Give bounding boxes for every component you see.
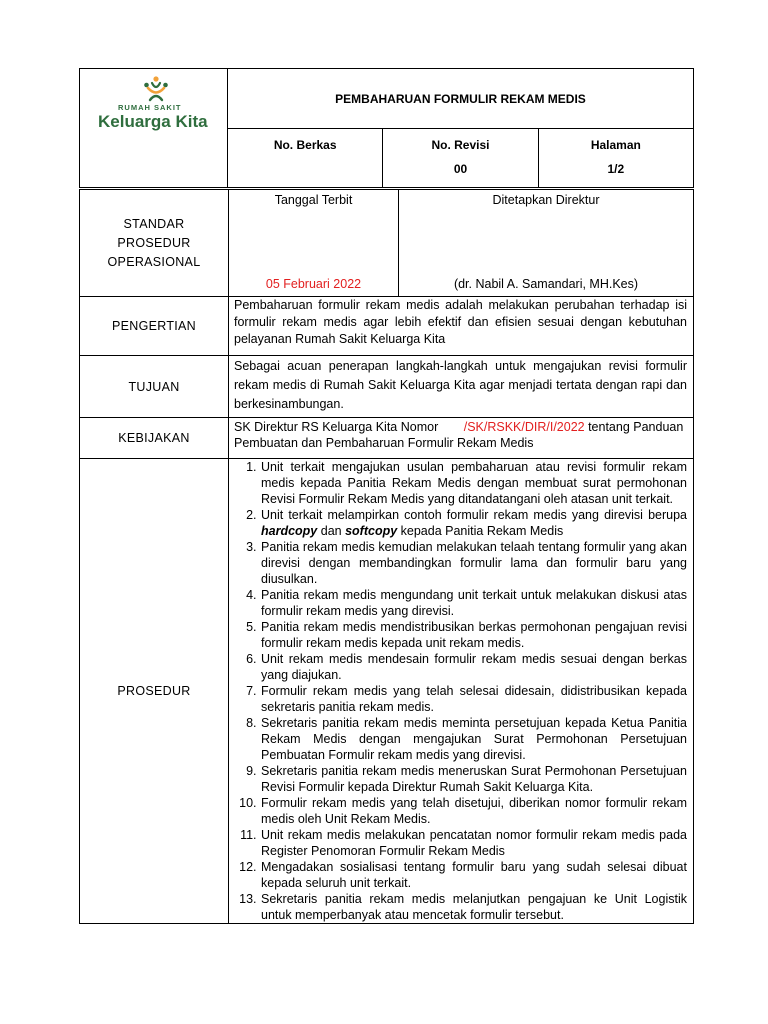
direktur-name: (dr. Nabil A. Samandari, MH.Kes) bbox=[453, 277, 639, 291]
tujuan-row bbox=[80, 356, 694, 418]
prosedur-steps bbox=[229, 459, 694, 924]
prosedur-step-11: 11. Unit rekam medis melakukan pencatatan nomor formulir rekam medis pada Register Penomoran Formulir Rekam Medis bbox=[260, 827, 687, 859]
tujuan-text: Sebagai acuan penerapan langkah-langkah untuk mengajukan revisi formulir rekam medis di Rumah Sakit Keluarga Kita agar menjadi tertata dengan rapi dan berkesinambungan. bbox=[229, 356, 694, 418]
logo-subtitle: RUMAH SAKIT bbox=[118, 103, 182, 112]
sop-label-line2: PROSEDUR bbox=[117, 235, 191, 250]
prosedur-step-7: 7. Formulir rekam medis yang telah selesai didesain, didistribusikan kepada sekretaris panitia rekam medis. bbox=[260, 683, 687, 715]
tanggal-terbit-cell bbox=[229, 190, 399, 296]
kebijakan-text bbox=[229, 418, 694, 459]
no-revisi-value: 00 bbox=[453, 162, 468, 176]
no-revisi-cell bbox=[383, 129, 538, 188]
prosedur-step-9: 9. Sekretaris panitia rekam medis meneruskan Surat Permohonan Persetujuan Revisi Formulir kepada Direktur Rumah Sakit Keluarga Kita. bbox=[260, 763, 687, 795]
family-logo-icon bbox=[142, 75, 170, 103]
kebijakan-text-after: tentang Panduan Pembuatan dan Pembaharuan Formulir Rekam Medis bbox=[234, 420, 684, 450]
step2-hardcopy: hardcopy bbox=[261, 524, 318, 538]
sop-label-line3: OPERASIONAL bbox=[107, 254, 201, 269]
pengertian-label: PENGERTIAN bbox=[80, 297, 229, 356]
pengertian-row bbox=[80, 297, 694, 356]
sop-info-cell bbox=[229, 190, 694, 297]
header-table bbox=[79, 68, 694, 188]
prosedur-step-2 bbox=[260, 507, 687, 539]
no-revisi-label: No. Revisi bbox=[431, 138, 490, 152]
prosedur-step-5: 5. Panitia rekam medis mendistribusikan berkas permohonan pengajuan revisi formulir rekam medis kepada unit rekam medis. bbox=[260, 619, 687, 651]
tujuan-label: TUJUAN bbox=[80, 356, 229, 418]
kebijakan-nomor: /SK/RSKK/DIR/I/2022 bbox=[463, 420, 585, 434]
kebijakan-label: KEBIJAKAN bbox=[80, 418, 229, 459]
sop-sub-table bbox=[229, 190, 693, 296]
sop-row bbox=[80, 190, 694, 297]
tanggal-terbit-value: 05 Februari 2022 bbox=[265, 277, 362, 291]
prosedur-step-3: 3. Panitia rekam medis kemudian melakukan telaah tentang formulir yang akan direvisi dengan membandingkan formulir lama dan formulir baru yang diusulkan. bbox=[260, 539, 687, 587]
prosedur-step-13: 13. Sekretaris panitia rekam medis melanjutkan pengajuan ke Unit Logistik untuk memperbanyak atau mencetak formulir tersebut. bbox=[260, 891, 687, 923]
ditetapkan-cell bbox=[399, 190, 694, 296]
halaman-value: 1/2 bbox=[607, 162, 625, 176]
prosedur-step-1: 1. Unit terkait mengajukan usulan pembaharuan atau revisi formulir rekam medis kepada Panitia Rekam Medis dengan membuat surat permohonan Revisi Formulir Rekam Medis yang ditandatangani oleh atasan unit terkait. bbox=[260, 459, 687, 507]
prosedur-step-8: 8. Sekretaris panitia rekam medis meminta persetujuan kepada Ketua Panitia Rekam Medis dengan mengajukan Surat Permohonan Persetujuan Pembuatan Formulir rekam medis yang direvisi. bbox=[260, 715, 687, 763]
step2-text-c: dan bbox=[317, 524, 346, 538]
logo-cell bbox=[80, 69, 228, 188]
halaman-label: Halaman bbox=[590, 138, 641, 152]
step2-text-e: kepada Panitia Rekam Medis bbox=[397, 524, 564, 538]
step2-softcopy: softcopy bbox=[345, 524, 398, 538]
prosedur-label: PROSEDUR bbox=[80, 459, 229, 924]
step2-text-a: Unit terkait melampirkan contoh formulir rekam medis yang direvisi berupa bbox=[261, 508, 687, 522]
tanggal-terbit-label: Tanggal Terbit bbox=[274, 193, 353, 207]
prosedur-step-4: 4. Panitia rekam medis mengundang unit terkait untuk melakukan diskusi atas formulir rekam medis yang direvisi. bbox=[260, 587, 687, 619]
sop-label-line1: STANDAR bbox=[123, 216, 185, 231]
document-title: PEMBAHARUAN FORMULIR REKAM MEDIS bbox=[228, 69, 694, 129]
hospital-logo bbox=[96, 73, 226, 129]
no-berkas-label: No. Berkas bbox=[273, 138, 337, 152]
sop-label bbox=[80, 190, 229, 297]
prosedur-list bbox=[234, 459, 687, 923]
prosedur-row bbox=[80, 459, 694, 924]
kebijakan-row bbox=[80, 418, 694, 459]
halaman-cell bbox=[538, 129, 693, 188]
logo-title: Keluarga Kita bbox=[98, 112, 208, 131]
ditetapkan-label: Ditetapkan Direktur bbox=[492, 193, 600, 207]
kebijakan-text-before: SK Direktur RS Keluarga Kita Nomor bbox=[234, 420, 442, 434]
prosedur-step-6: 6. Unit rekam medis mendesain formulir rekam medis sesuai dengan berkas yang diajukan. bbox=[260, 651, 687, 683]
pengertian-text: Pembaharuan formulir rekam medis adalah melakukan perubahan terhadap isi formulir rekam medis agar lebih efektif dan efisien sesuai dengan kebutuhan pelayanan Rumah Sakit Keluarga Kita bbox=[229, 297, 694, 356]
prosedur-step-12: 12. Mengadakan sosialisasi tentang formulir baru yang sudah selesai dibuat kepada seluruh unit terkait. bbox=[260, 859, 687, 891]
no-berkas-cell bbox=[228, 129, 383, 188]
sop-table bbox=[79, 189, 694, 924]
prosedur-step-10: 10. Formulir rekam medis yang telah disetujui, diberikan nomor formulir rekam medis oleh Unit Rekam Medis. bbox=[260, 795, 687, 827]
